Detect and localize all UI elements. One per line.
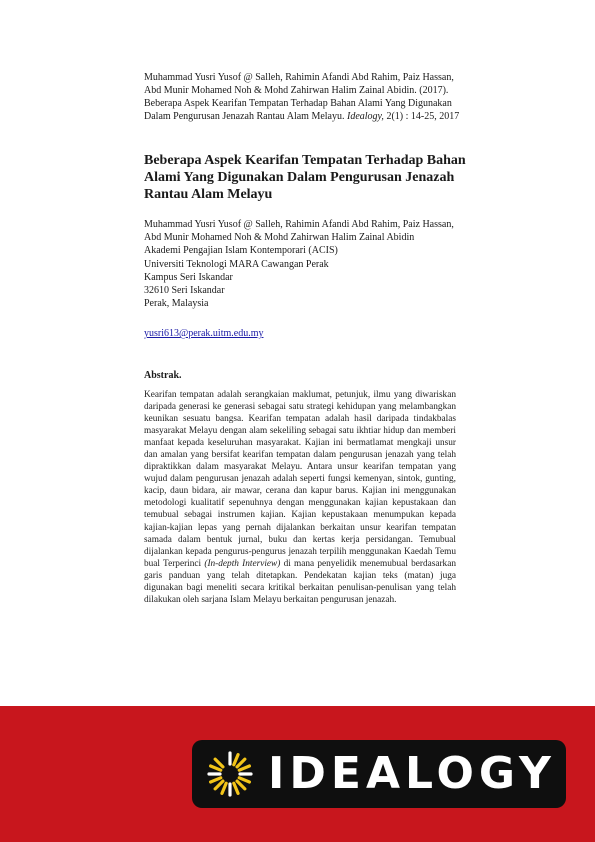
affiliation-line: Kampus Seri Iskandar — [144, 271, 233, 283]
sunburst-icon — [206, 750, 254, 798]
abstract-part: Kearifan tempatan adalah serangkaian maklumat, petunjuk, ilmu yang diwariskan daripada generasi ke generasi sebagai satu strategi kehidupan yang melambangkan keunikan sesuatu bangsa. Kearifan tempatan adalah hasil daripada tindakbalas masyarakat Melayu dengan alam sekeliling sebagai satu ikhtiar hidup dan memberi manfaat kepada keseluruhan masyarakat. Kajian ini bermatlamat mengkaji unsur dan amalan yang bersifat kearifan tempatan dalam pengurusan jenazah yang telah dipraktikkan dalam masyarakat Melayu. Antara unsur kearifan tempatan yang wujud dalam pengurusan jenazah adalah seperti fungsi kemenyan, sintok, gunting, kacip, daun bidara, air mawar, cerana dan kapur barus. Kajian ini menggunakan metodologi kualitatif sepenuhnya dengan menggunakan kajian kepustakaan dan temubual sebagai instrumen kajian. Kajian kepustakaan menumpukan kepada kajian-kajian lepas yang pernah dijalankan berkaitan unsur kearifan tempatan samada dalam bentuk jurnal, buku dan kertas kerja persidangan. Temubual dijalankan kepada pengurus-pengurus jenazah terpilih menggunakan Kaedah Temu bual Terperinci — [144, 390, 456, 569]
affiliation-line: Universiti Teknologi MARA Cawangan Perak — [144, 258, 329, 270]
sunburst-ray — [222, 783, 226, 793]
citation-line — [144, 110, 514, 123]
author-affiliation — [144, 218, 524, 310]
sunburst-ray — [234, 783, 238, 793]
idealogy-logo — [192, 740, 566, 808]
title-line: Beberapa Aspek Kearifan Tempatan Terhadap Bahan — [144, 153, 466, 168]
sunburst-ray — [234, 755, 238, 765]
citation-line: Muhammad Yusri Yusof @ Salleh, Rahimin Afandi Abd Rahim, Paiz Hassan, — [144, 72, 454, 83]
citation-line: Beberapa Aspek Kearifan Tempatan Terhadap Bahan Alami Yang Digunakan — [144, 98, 452, 109]
sunburst-ray — [215, 759, 223, 767]
authors-line: Abd Munir Mohamed Noh & Mohd Zahirwan Halim Zainal Abidin — [144, 232, 415, 244]
sunburst-ray — [239, 778, 249, 782]
authors-line: Muhammad Yusri Yusof @ Salleh, Rahimin Afandi Abd Rahim, Paiz Hassan, — [144, 219, 454, 230]
sunburst-ray — [211, 778, 221, 782]
affiliation-line: 32610 Seri Iskandar — [144, 285, 225, 297]
citation-journal: Idealogy, — [347, 111, 384, 122]
title-line: Alami Yang Digunakan Dalam Pengurusan Jenazah — [144, 170, 455, 185]
sunburst-ray — [215, 781, 223, 789]
abstract-italic: (In-depth Interview) — [204, 558, 281, 569]
citation-block — [144, 71, 514, 123]
citation-line: Abd Munir Mohamed Noh & Mohd Zahirwan Halim Zainal Abidin. (2017). — [144, 85, 449, 96]
title-line: Rantau Alam Melayu — [144, 187, 273, 202]
sunburst-ray — [239, 766, 249, 770]
abstract-heading: Abstrak. — [144, 370, 182, 381]
affiliation-line: Akademi Pengajian Islam Kontemporari (ACIS) — [144, 245, 338, 257]
logo-text: IDEALOGY — [268, 748, 556, 799]
abstract-text — [144, 389, 456, 606]
affiliation-line: Perak, Malaysia — [144, 298, 209, 310]
paper-title — [144, 152, 514, 203]
citation-volume: 2(1) : 14-25, 2017 — [383, 111, 460, 122]
sunburst-ray — [211, 766, 221, 770]
sunburst-ray — [237, 759, 245, 767]
email-link[interactable]: yusri613@perak.uitm.edu.my — [144, 328, 264, 339]
sunburst-ray — [237, 781, 245, 789]
abstract-part: di mana penyelidik menemubual berdasarkan garis panduan yang telah ditetapkan. Pendekatan kajian teks (matan) juga digunakan bagi meneliti secara kritikal berkaitan penulisan-penulisan yang telah dilakukan oleh sarjana Islam Melayu berkaitan pengurusan jenazah. — [144, 558, 456, 605]
citation-text: Dalam Pengurusan Jenazah Rantau Alam Melayu. — [144, 111, 347, 122]
